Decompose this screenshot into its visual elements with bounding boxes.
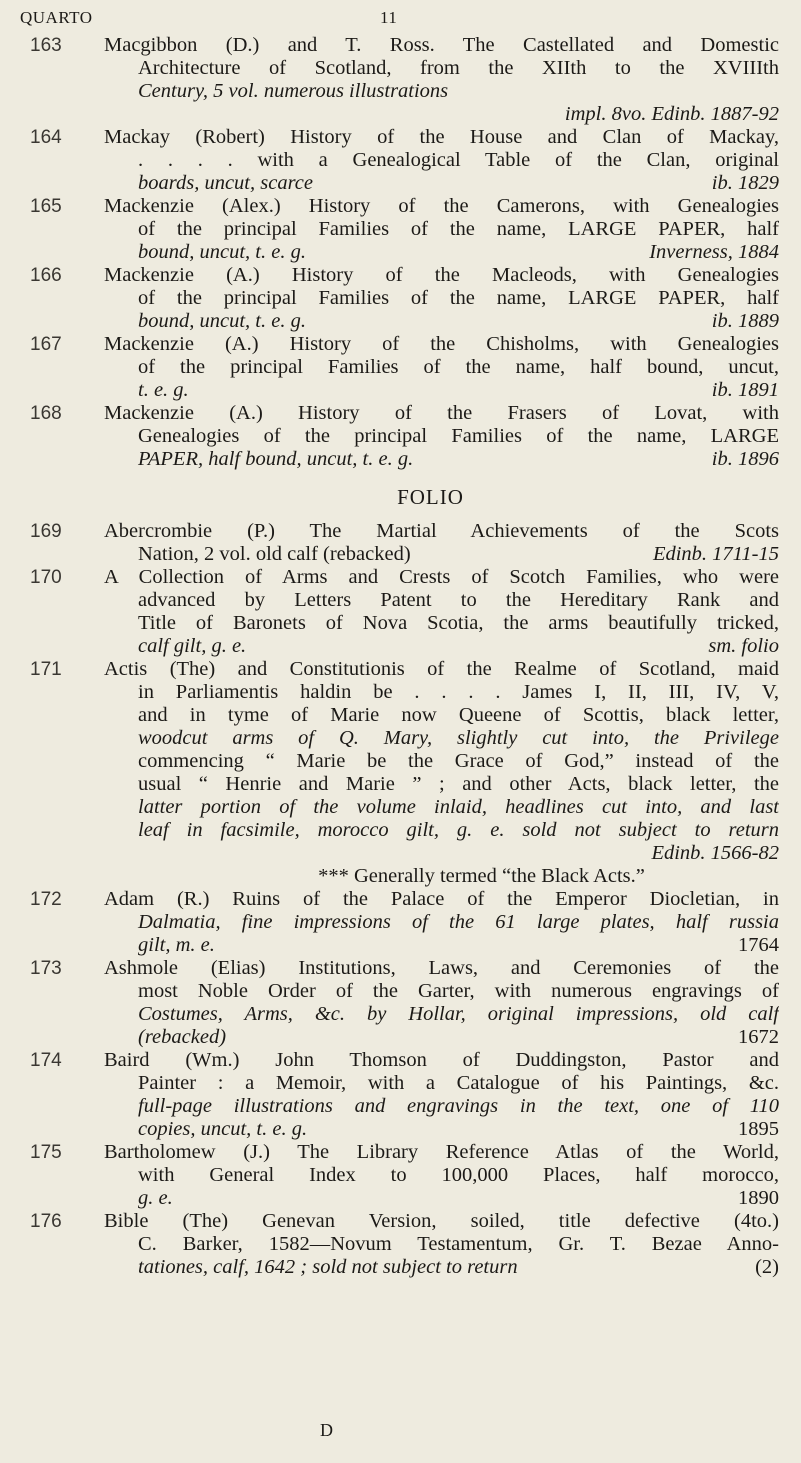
catalogue-entry bbox=[0, 888, 801, 957]
entry-line: Mackay (Robert) History of the House and Clan of Mackay, bbox=[104, 126, 779, 148]
entry-line: Ashmole (Elias) Institutions, Laws, and Ceremonies of the bbox=[104, 957, 779, 979]
entry-line: t. e. g. bbox=[138, 379, 189, 401]
entry-imprint: Edinb. 1711-15 bbox=[652, 543, 779, 565]
entry-line: Mackenzie (A.) History of the Frasers of Lovat, with bbox=[104, 402, 779, 424]
entry-line: Dalmatia, fine impressions of the 61 large plates, half russia bbox=[138, 911, 779, 933]
entry-imprint: 1672 bbox=[738, 1026, 779, 1048]
entry-line: Abercrombie (P.) The Martial Achievements of the Scots bbox=[104, 520, 779, 542]
entry-line: A Collection of Arms and Crests of Scotch Families, who were bbox=[104, 566, 779, 588]
entry-line: calf gilt, g. e. bbox=[138, 635, 247, 657]
entry-line: Actis (The) and Constitutionis of the Realme of Scotland, maid bbox=[104, 658, 779, 680]
entry-line: Mackenzie (Alex.) History of the Camerons, with Genealogies bbox=[104, 195, 779, 217]
entry-line: Costumes, Arms, &c. by Hollar, original impressions, old calf bbox=[138, 1003, 779, 1025]
catalogue-entry bbox=[0, 520, 801, 566]
lot-number: 173 bbox=[30, 958, 62, 979]
entry-imprint: ib. 1891 bbox=[711, 379, 779, 401]
entry-imprint: 1895 bbox=[738, 1118, 779, 1140]
lot-number: 176 bbox=[30, 1211, 62, 1232]
section-heading: FOLIO bbox=[397, 485, 464, 509]
catalogue-entry bbox=[0, 126, 801, 195]
entry-tail bbox=[104, 379, 779, 402]
entry-imprint: ib. 1829 bbox=[711, 172, 779, 194]
entry-line: copies, uncut, t. e. g. bbox=[138, 1118, 308, 1140]
entry-line: . . . . with a Genealogical Table of the Clan, original bbox=[138, 149, 779, 171]
catalogue-entry bbox=[0, 957, 801, 1049]
lot-number: 165 bbox=[30, 196, 62, 217]
entry-line: Macgibbon (D.) and T. Ross. The Castellated and Domestic bbox=[104, 34, 779, 56]
entries-list bbox=[0, 34, 801, 1279]
header-format: QUARTO bbox=[20, 8, 93, 27]
entry-tail bbox=[104, 172, 779, 195]
lot-number: 164 bbox=[30, 127, 62, 148]
lot-number: 174 bbox=[30, 1050, 62, 1071]
lot-number: 168 bbox=[30, 403, 62, 424]
entry-line: Mackenzie (A.) History of the Chisholms, with Genealogies bbox=[104, 333, 779, 355]
entry-line: leaf in facsimile, morocco gilt, g. e. sold not subject to return bbox=[138, 819, 779, 841]
signature-mark: D bbox=[320, 1420, 333, 1440]
catalogue-entry bbox=[0, 566, 801, 658]
entry-tail bbox=[104, 1187, 779, 1210]
entry-line: Century, 5 vol. numerous illustrations bbox=[138, 80, 449, 102]
entry-line: advanced by Letters Patent to the Hereditary Rank and bbox=[138, 589, 779, 611]
catalogue-entry bbox=[0, 402, 801, 471]
entry-tail bbox=[104, 448, 779, 471]
entry-line: g. e. bbox=[138, 1187, 173, 1209]
entry-note: *** Generally termed “the Black Acts.” bbox=[318, 865, 645, 887]
entry-line: C. Barker, 1582—Novum Testamentum, Gr. T. Bezae Anno- bbox=[138, 1233, 779, 1255]
lot-number: 175 bbox=[30, 1142, 62, 1163]
entry-imprint: Edinb. 1566-82 bbox=[651, 842, 779, 864]
entry-line: Mackenzie (A.) History of the Macleods, with Genealogies bbox=[104, 264, 779, 286]
entry-imprint: impl. 8vo. Edinb. 1887-92 bbox=[564, 103, 779, 125]
entry-line: boards, uncut, scarce bbox=[138, 172, 313, 194]
entry-imprint: 1764 bbox=[738, 934, 779, 956]
entry-line: gilt, m. e. bbox=[138, 934, 215, 956]
entry-imprint: 1890 bbox=[738, 1187, 779, 1209]
entry-tail bbox=[104, 241, 779, 264]
entry-tail bbox=[104, 635, 779, 658]
entry-line: (rebacked) bbox=[138, 1026, 227, 1048]
catalogue-entry bbox=[0, 34, 801, 126]
entry-line: Painter : a Memoir, with a Catalogue of his Paintings, &c. bbox=[138, 1072, 779, 1094]
entry-line: Baird (Wm.) John Thomson of Duddingston, Pastor and bbox=[104, 1049, 779, 1071]
entry-line: with General Index to 100,000 Places, half morocco, bbox=[138, 1164, 779, 1186]
entry-line: of the principal Families of the name, half bound, uncut, bbox=[138, 356, 779, 378]
catalogue-entry bbox=[0, 195, 801, 264]
entry-line: most Noble Order of the Garter, with numerous engravings of bbox=[138, 980, 779, 1002]
entry-tail bbox=[104, 934, 779, 957]
entry-line: of the principal Families of the name, LARGE PAPER, half bbox=[138, 287, 779, 309]
entry-line: woodcut arms of Q. Mary, slightly cut into, the Privilege bbox=[138, 727, 779, 749]
entry-line: latter portion of the volume inlaid, headlines cut into, and last bbox=[138, 796, 779, 818]
entry-line: Nation, 2 vol. old calf (rebacked) bbox=[138, 543, 411, 565]
catalogue-entry bbox=[0, 264, 801, 333]
entry-tail bbox=[104, 543, 779, 566]
entry-line: Architecture of Scotland, from the XIIth to the XVIIIth bbox=[138, 57, 779, 79]
entry-imprint: (2) bbox=[755, 1256, 779, 1278]
lot-number: 169 bbox=[30, 521, 62, 542]
entry-line: bound, uncut, t. e. g. bbox=[138, 310, 306, 332]
catalogue-entry bbox=[0, 1210, 801, 1279]
entry-line: PAPER, half bound, uncut, t. e. g. bbox=[138, 448, 414, 470]
catalogue-entry bbox=[0, 1141, 801, 1210]
entry-tail bbox=[104, 1026, 779, 1049]
lot-number: 170 bbox=[30, 567, 62, 588]
entry-imprint: ib. 1896 bbox=[711, 448, 779, 470]
lot-number: 171 bbox=[30, 659, 62, 680]
lot-number: 167 bbox=[30, 334, 62, 355]
page-number: 11 bbox=[380, 8, 398, 27]
entry-imprint: sm. folio bbox=[708, 635, 779, 657]
lot-number: 172 bbox=[30, 889, 62, 910]
catalogue-entry bbox=[0, 333, 801, 402]
entry-line: Bartholomew (J.) The Library Reference Atlas of the World, bbox=[104, 1141, 779, 1163]
entry-tail bbox=[104, 1256, 779, 1279]
entry-imprint: Inverness, 1884 bbox=[649, 241, 779, 263]
entry-line: and in tyme of Marie now Queene of Scottis, black letter, bbox=[138, 704, 779, 726]
entry-line: Genealogies of the principal Families of the name, LARGE bbox=[138, 425, 779, 447]
entry-line: usual “ Henrie and Marie ” ; and other Acts, black letter, the bbox=[138, 773, 779, 795]
lot-number: 163 bbox=[30, 35, 62, 56]
catalogue-entry bbox=[0, 1049, 801, 1141]
entry-line: commencing “ Marie be the Grace of God,” instead of the bbox=[138, 750, 779, 772]
entry-line: Title of Baronets of Nova Scotia, the arms beautifully tricked, bbox=[138, 612, 779, 634]
entry-line: of the principal Families of the name, LARGE PAPER, half bbox=[138, 218, 779, 240]
page-header bbox=[20, 4, 781, 32]
entry-line: in Parliamentis haldin be . . . . James I, II, III, IV, V, bbox=[138, 681, 779, 703]
lot-number: 166 bbox=[30, 265, 62, 286]
entry-imprint: ib. 1889 bbox=[711, 310, 779, 332]
entry-line: tationes, calf, 1642 ; sold not subject to return bbox=[138, 1256, 518, 1278]
entry-tail bbox=[104, 310, 779, 333]
entry-line: Bible (The) Genevan Version, soiled, title defective (4to.) bbox=[104, 1210, 779, 1232]
entry-line: Adam (R.) Ruins of the Palace of the Emperor Diocletian, in bbox=[104, 888, 779, 910]
entry-line: full-page illustrations and engravings in the text, one of 110 bbox=[138, 1095, 779, 1117]
catalogue-entry bbox=[0, 658, 801, 888]
entry-line: bound, uncut, t. e. g. bbox=[138, 241, 306, 263]
entry-tail bbox=[104, 1118, 779, 1141]
